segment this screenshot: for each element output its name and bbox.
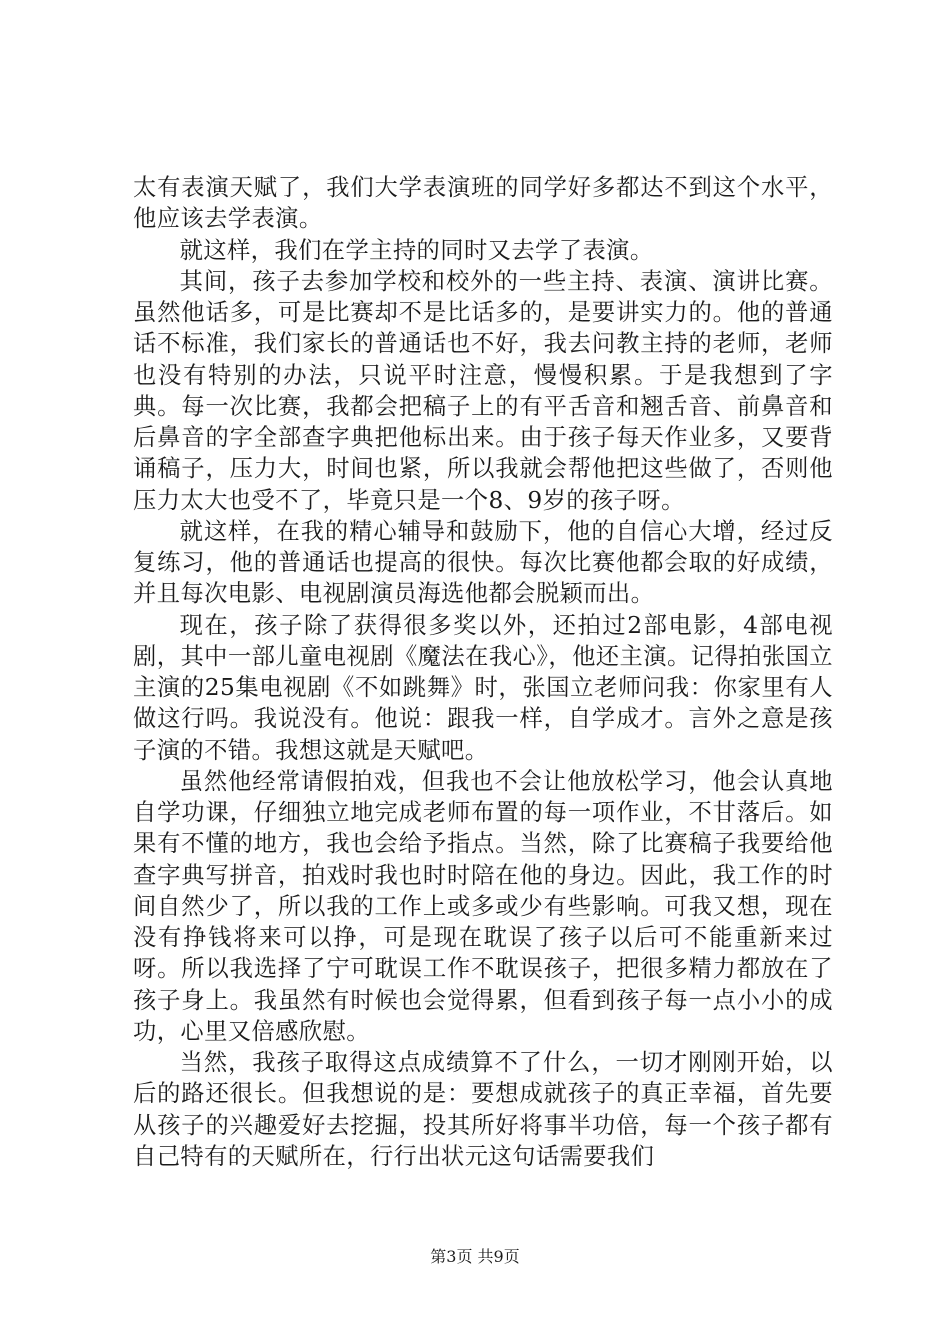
page-number-footer: 第3页 共9页	[430, 1247, 520, 1266]
paragraph: 其间，孩子去参加学校和校外的一些主持、表演、演讲比赛。虽然他话多，可是比赛却不是比话多的，是要讲实力的。他的普通话不标准，我们家长的普通话也不好，我去问教主持的老师，老师也没有特别的办法，只说平时注意，慢慢积累。于是我想到了字典。每一次比赛，我都会把稿子上的有平舌音和翘舌音、前鼻音和后鼻音的字全部查字典把他标出来。由于孩子每天作业多，又要背诵稿子，压力大，时间也紧，所以我就会帮他把这些做了，否则他压力太大也受不了，毕竟只是一个8、9岁的孩子呀。	[133, 267, 833, 514]
paragraph-continuation: 太有表演天赋了，我们大学表演班的同学好多都达不到这个水平，他应该去学表演。	[133, 174, 833, 233]
paragraph: 现在，孩子除了获得很多奖以外，还拍过2部电影，4部电视剧，其中一部儿童电视剧《魔法在我心》，他还主演。记得拍张国立主演的25集电视剧《不如跳舞》时，张国立老师问我：你家里有人做这行吗。我说没有。他说：跟我一样，自学成才。言外之意是孩子演的不错。我想这就是天赋吧。	[133, 611, 833, 764]
paragraph: 虽然他经常请假拍戏，但我也不会让他放松学习，他会认真地自学功课，仔细独立地完成老师布置的每一项作业，不甘落后。如果有不懂的地方，我也会给予指点。当然，除了比赛稿子我要给他查字典写拼音，拍戏时我也时时陪在他的身边。因此，我工作的时间自然少了，所以我的工作上或多或少有些影响。可我又想，现在没有挣钱将来可以挣，可是现在耽误了孩子以后可不能重新来过呀。所以我选择了宁可耽误工作不耽误孩子，把很多精力都放在了孩子身上。我虽然有时候也会觉得累，但看到孩子每一点小小的成功，心里又倍感欣慰。	[133, 767, 833, 1045]
paragraph: 就这样，我们在学主持的同时又去学了表演。	[179, 236, 654, 264]
paragraph: 就这样，在我的精心辅导和鼓励下，他的自信心大增，经过反复练习，他的普通话也提高的很快。每次比赛他都会取的好成绩，并且每次电影、电视剧演员海选他都会脱颖而出。	[133, 517, 833, 608]
paragraph: 当然，我孩子取得这点成绩算不了什么，一切才刚刚开始，以后的路还很长。但我想说的是：要想成就孩子的真正幸福，首先要从孩子的兴趣爱好去挖掘，投其所好将事半功倍，每一个孩子都有自己特有的天赋所在，行行出状元这句话需要我们	[133, 1049, 833, 1170]
document-body	[133, 172, 833, 1172]
